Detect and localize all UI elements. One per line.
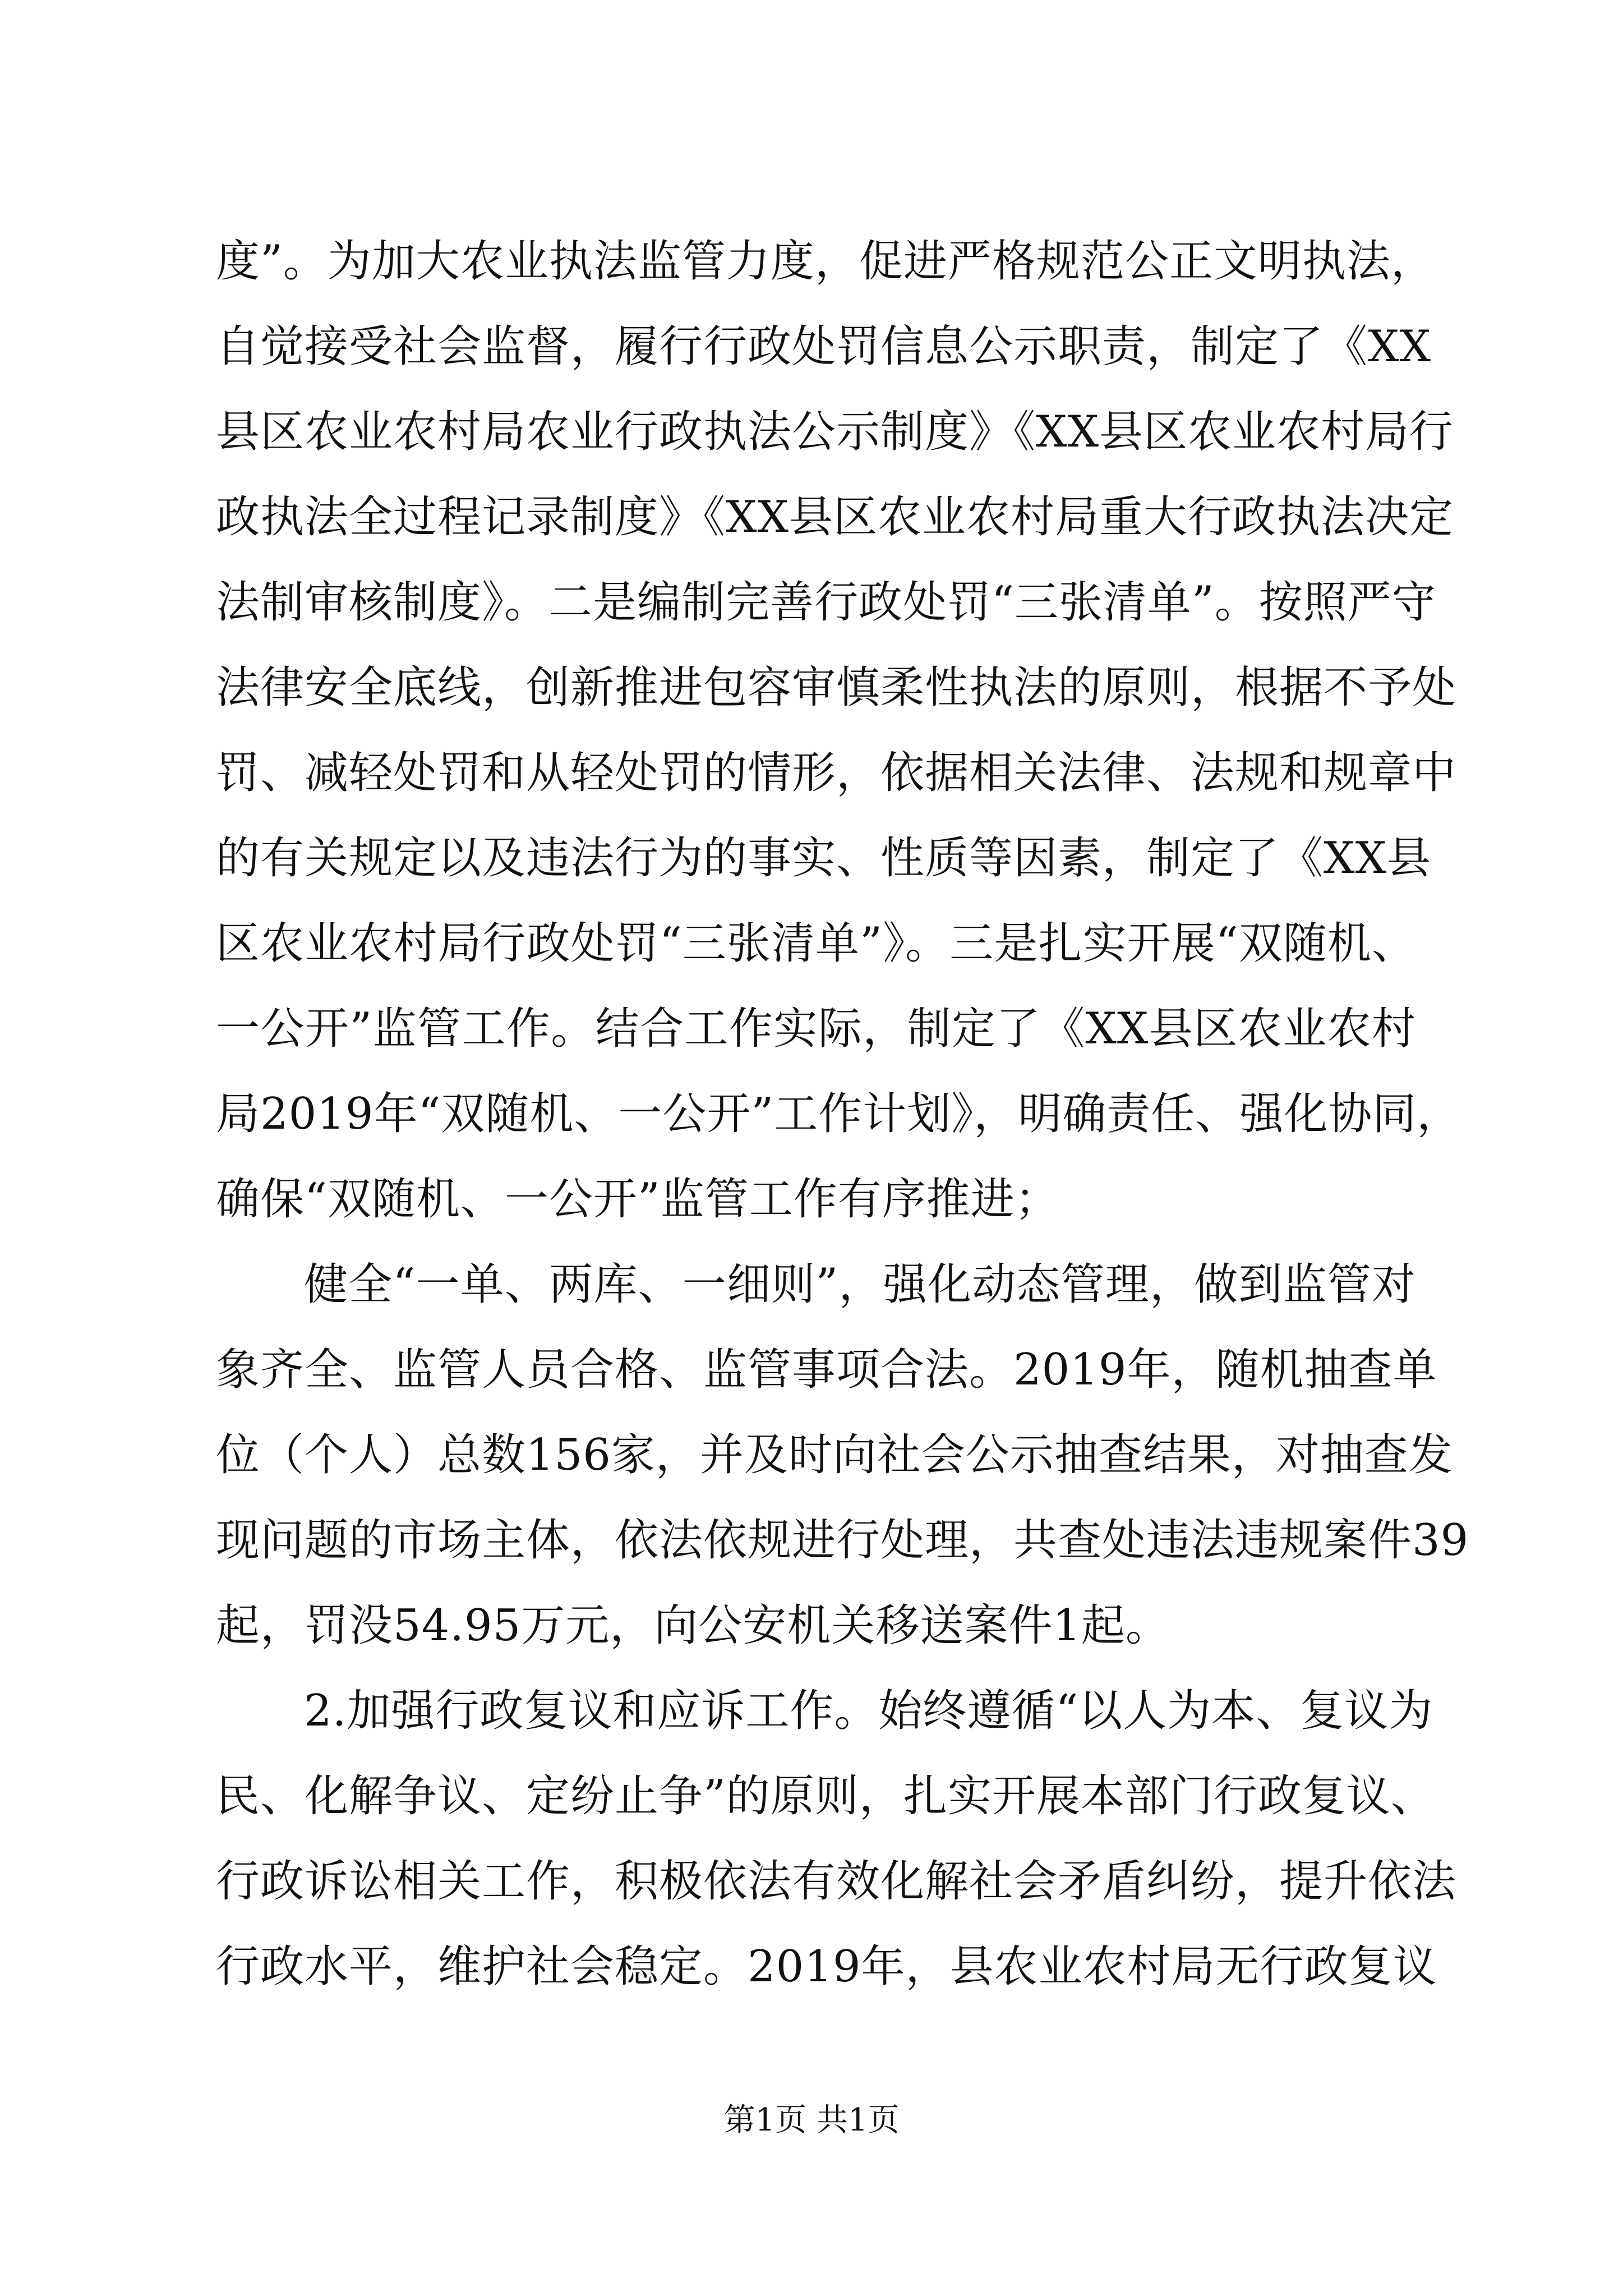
text-line: 政执法全过程记录制度》《XX县区农业农村局重大行政执法决定 <box>216 492 1454 542</box>
page-number-label: 第1页 共1页 <box>723 2102 900 2138</box>
text-line: 民、化解争议、定纷止争”的原则，扎实开展本部门行政复议、 <box>216 1771 1435 1821</box>
text-line: 现问题的市场主体，依法依规进行处理，共查处违法违规案件39 <box>216 1515 1469 1566</box>
text-line: 自觉接受社会监督，履行行政处罚信息公示职责，制定了《XX <box>216 321 1432 372</box>
text-line: 法律安全底线，创新推进包容审慎柔性执法的原则，根据不予处 <box>216 662 1457 713</box>
text-line: 的有关规定以及违法行为的事实、性质等因素，制定了《XX县 <box>216 833 1432 884</box>
text-line: 法制审核制度》。二是编制完善行政处罚“三张清单”。按照严守 <box>216 577 1436 628</box>
paragraph-first-line: 健全“一单、两库、一细则”，强化动态管理，做到监管对 <box>304 1259 1416 1310</box>
text-line: 确保“双随机、一公开”监管工作有序推进； <box>216 1174 1059 1225</box>
page-footer <box>0 2098 1623 2143</box>
text-line: 起，罚没54.95万元，向公安机关移送案件1起。 <box>216 1600 1170 1651</box>
text-line: 位（个人）总数156家，并及时向社会公示抽查结果，对抽查发 <box>216 1430 1453 1480</box>
text-line: 行政水平，维护社会稳定。2019年，县农业农村局无行政复议 <box>216 1941 1437 1992</box>
text-line: 度”。为加大农业执法监管力度，促进严格规范公正文明执法， <box>216 236 1435 287</box>
document-body <box>216 219 1469 2009</box>
text-line: 一公开”监管工作。结合工作实际，制定了《XX县区农业农村 <box>216 1004 1416 1054</box>
paragraph-first-line: 2.加强行政复议和应诉工作。始终遵循“以人为本、复议为 <box>304 1686 1433 1736</box>
text-line: 区农业农村局行政处罚“三张清单”》。三是扎实开展“双随机、 <box>216 918 1416 969</box>
text-line: 罚、减轻处罚和从轻处罚的情形，依据相关法律、法规和规章中 <box>216 748 1457 798</box>
text-line: 行政诉讼相关工作，积极依法有效化解社会矛盾纠纷，提升依法 <box>216 1856 1457 1907</box>
text-line: 局2019年“双随机、一公开”工作计划》，明确责任、强化协同， <box>216 1089 1461 1139</box>
text-line: 县区农业农村局农业行政执法公示制度》《XX县区农业农村局行 <box>216 407 1454 457</box>
text-line: 象齐全、监管人员合格、监管事项合法。2019年，随机抽查单 <box>216 1345 1437 1395</box>
